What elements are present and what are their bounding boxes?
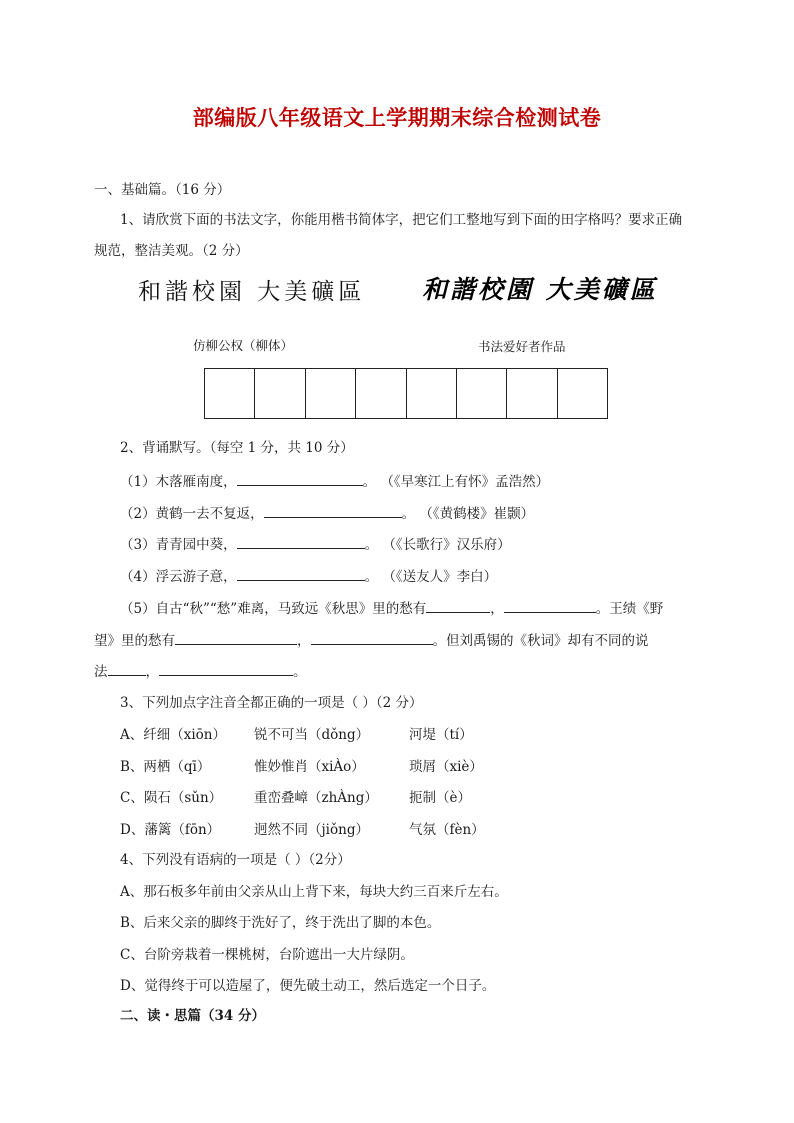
q3-option-c-2: 重峦叠嶂（zhÀng）: [254, 790, 378, 806]
calligraphy-amateur-work: 和諧校園 大美礦區: [422, 275, 658, 304]
q3-option-d-1[interactable]: D、藩篱（fōn）: [120, 822, 221, 838]
q2-item5-line3: [94, 660, 307, 680]
q2-item5-text: 望》里的愁有: [94, 633, 175, 649]
q3-option-c-1[interactable]: C、陨石（sǔn）: [120, 790, 223, 806]
q1-text-line2: 规范，整洁美观。（2 分）: [94, 243, 249, 259]
grid-cell[interactable]: [205, 369, 255, 418]
grid-cell[interactable]: [356, 369, 406, 418]
grid-cell[interactable]: [255, 369, 305, 418]
q2-item2: [120, 502, 534, 522]
answer-blank[interactable]: [175, 630, 297, 645]
q2-item1: [120, 470, 549, 490]
q3-option-d-2: 迥然不同（jiǒng）: [254, 822, 369, 838]
section2-heading: 二、读・思篇（34 分）: [120, 1008, 265, 1024]
answer-blank[interactable]: [108, 661, 146, 676]
q2-item1-source: 。 （《早寒江上有怀》孟浩然）: [362, 474, 550, 490]
comma: ，: [297, 633, 311, 649]
answer-blank[interactable]: [504, 598, 596, 613]
q4-option-a[interactable]: A、那石板多年前由父亲从山上背下来，每块大约三百来斤左右。: [120, 884, 508, 900]
q4-option-d[interactable]: D、觉得终于可以造屋了，便先破土动工，然后选定一个日子。: [120, 978, 496, 994]
page-title: 部编版八年级语文上学期期末综合检测试卷: [192, 106, 602, 130]
grid-cell[interactable]: [457, 369, 507, 418]
answer-blank[interactable]: [237, 471, 363, 486]
q3-option-c-3: 扼制（è）: [409, 790, 471, 806]
caption-right: 书法爱好者作品: [478, 339, 566, 354]
q2-item5-prompt: （5）自古“秋”“愁”难离，马致远《秋思》里的愁有: [120, 601, 427, 617]
q2-item3-source: 。 （《长歌行》汉乐府）: [364, 537, 511, 553]
q3-option-b-2: 惟妙惟肖（xiÀo）: [254, 759, 365, 775]
q3-option-a-3: 河堤（tí）: [409, 727, 473, 743]
q4-option-b[interactable]: B、后来父亲的脚终于洗好了，终于洗出了脚的本色。: [120, 915, 441, 931]
q2-item5-line1: [120, 597, 663, 617]
q3-option-d-3: 气氛（fèn）: [409, 822, 485, 838]
answer-blank[interactable]: [311, 630, 433, 645]
answer-blank[interactable]: [159, 661, 293, 676]
q2-item4-prompt: （4）浮云游子意，: [120, 569, 237, 585]
grid-cell[interactable]: [507, 369, 557, 418]
q3-option-a-1[interactable]: A、纤细（xiōn）: [120, 727, 227, 743]
q2-item5-line2: [94, 629, 649, 649]
q2-item2-prompt: （2）黄鹤一去不复返，: [120, 506, 264, 522]
grid-cell[interactable]: [558, 369, 607, 418]
q2-item5-text-3: 法: [94, 664, 108, 680]
q2-item4-source: 。 （《送友人》李白）: [364, 569, 498, 585]
answer-blank[interactable]: [237, 534, 365, 549]
answer-blank[interactable]: [426, 598, 490, 613]
q1-text-line1: 1、请欣赏下面的书法文字，你能用楷书简体字，把它们工整地写到下面的田字格吗？要求正确: [120, 212, 683, 228]
q2-item5-continuation: 。王绩《野: [595, 601, 664, 617]
answer-blank[interactable]: [264, 503, 402, 518]
q2-item4: [120, 565, 497, 585]
section1-heading: 一、基础篇。（16 分）: [94, 182, 231, 198]
comma: ，: [145, 664, 159, 680]
q4-heading: 4、下列没有语病的一项是（ ）（2分）: [120, 852, 351, 868]
comma: ，: [490, 601, 504, 617]
q3-option-a-2: 锐不可当（dǒng）: [254, 727, 370, 743]
period: 。: [293, 664, 307, 680]
calligraphy-liu-style: 和諧校園 大美礦區: [138, 279, 366, 305]
q4-option-c[interactable]: C、台阶旁栽着一棵桃树，台阶遮出一大片绿阴。: [120, 947, 414, 963]
q2-item3: [120, 533, 511, 553]
q2-item2-source: 。 （《黄鹤楼》崔颢）: [401, 506, 535, 522]
q2-item1-prompt: （1）木落雁南度，: [120, 474, 237, 490]
answer-blank[interactable]: [237, 566, 365, 581]
tianzige-grid: [204, 368, 608, 419]
q3-option-b-1[interactable]: B、两栖（qī）: [120, 759, 211, 775]
q2-item3-prompt: （3）青青园中葵，: [120, 537, 237, 553]
q3-option-b-3: 琐屑（xiè）: [409, 759, 483, 775]
grid-cell[interactable]: [306, 369, 356, 418]
q3-heading: 3、下列加点字注音全都正确的一项是（ ）（2 分）: [120, 695, 423, 711]
q2-heading: 2、背诵默写。（每空 1 分，共 10 分）: [120, 440, 354, 456]
q2-item5-text-2: 。但刘禹锡的《秋词》却有不同的说: [432, 633, 649, 649]
grid-cell[interactable]: [407, 369, 457, 418]
caption-left: 仿柳公权（柳体）: [193, 338, 294, 353]
